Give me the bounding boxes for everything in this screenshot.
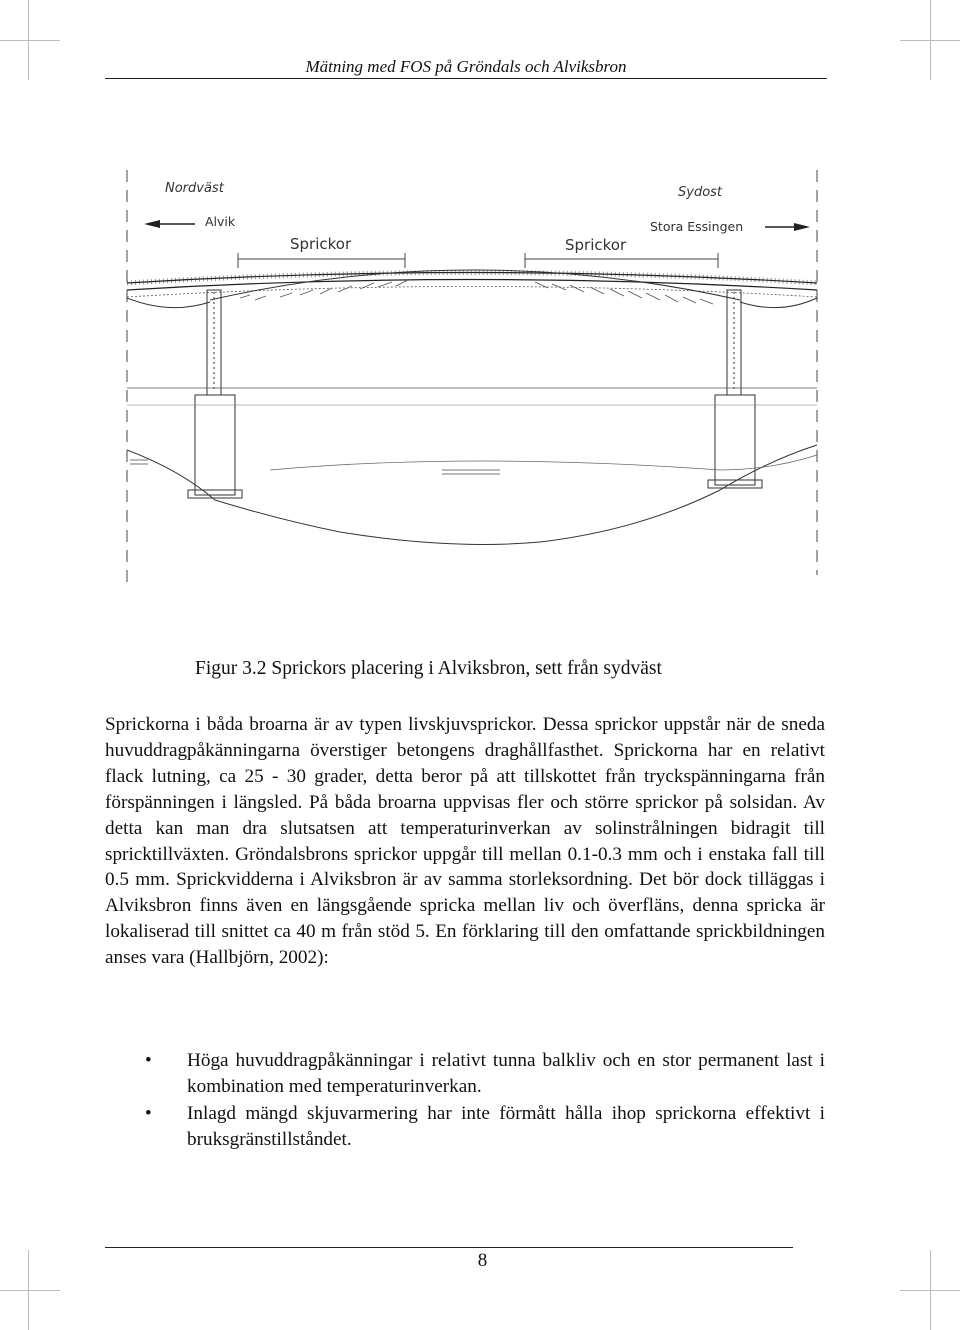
page-number: 8: [477, 1250, 488, 1271]
arrow-right-icon: [765, 223, 810, 231]
label-cracks-left: Sprickor: [290, 235, 352, 253]
crop-mark: [930, 0, 931, 80]
left-pier: [188, 290, 242, 498]
figure-caption: Figur 3.2 Sprickors placering i Alviksbron, sett från sydväst: [195, 658, 662, 679]
crack-marks: [240, 280, 713, 304]
label-northwest: Nordväst: [165, 181, 224, 196]
crack-dimension-line: [238, 253, 718, 268]
crop-mark: [930, 1250, 931, 1330]
label-alvik: Alvik: [205, 214, 236, 229]
list-item: [105, 1101, 825, 1153]
running-header: Mätning med FOS på Gröndals och Alviksbron: [305, 57, 627, 76]
crop-mark: [0, 40, 60, 41]
label-stora-essingen: Stora Essingen: [650, 219, 744, 234]
girder-end-left: [127, 298, 210, 308]
hatch-marks: [130, 460, 500, 474]
bullet-icon: •: [145, 1102, 152, 1124]
bridge-elevation-drawing: [120, 170, 825, 590]
footer-rule: [105, 1247, 793, 1248]
header-rule: [105, 78, 827, 79]
seabed-upper: [270, 455, 817, 470]
girder-end-right: [740, 298, 817, 308]
bridge-deck: [127, 273, 817, 298]
label-cracks-right: Sprickor: [565, 236, 627, 254]
label-southeast: Sydost: [678, 185, 723, 200]
list-item-text: Höga huvuddragpåkänningar i relativt tunna balkliv och en stor permanent last i kombination med temperaturinverkan.: [187, 1050, 825, 1097]
bullet-list: [105, 1048, 825, 1154]
bullet-icon: •: [145, 1050, 152, 1071]
arrow-left-icon: [144, 220, 195, 228]
crop-mark: [0, 1290, 60, 1291]
crop-mark: [28, 0, 29, 80]
right-pier: [708, 290, 762, 488]
list-item-text: Inlagd mängd skjuvarmering har inte förmått hålla ihop sprickorna effektivt i bruksgränstillståndet.: [187, 1102, 825, 1150]
body-paragraph: Sprickorna i båda broarna är av typen livskjuvsprickor. Dessa sprickor uppstår när de sneda huvuddragpåkänningarna överstiger betongens draghållfasthet. Sprickorna har en relativt flack lutning, ca 25 - 30 grader, detta beror på att tillskottet från tryckspänningarna från förspänningen i längsled. På båda broarna uppvisas fler och större sprickor på solsidan. Av detta kan man dra slutsatsen att temperaturinverkan av solinstrålningen bidragit till spricktillväxten. Gröndalsbrons sprickor uppgår till mellan 0.1-0.3 mm och i enstaka fall till 0.5 mm. Sprickvidderna i Alviksbron är av samma storleksordning. Det bör dock tilläggas i Alviksbron finns även en längsgående spricka mellan liv och överfläns, denna spricka är lokaliserad till snittet ca 40 m från stöd 5. En förklaring till den omfattande sprickbildningen anses vara (Hallbjörn, 2002):: [105, 714, 825, 969]
crop-mark: [28, 1250, 29, 1330]
list-item: [105, 1048, 825, 1100]
